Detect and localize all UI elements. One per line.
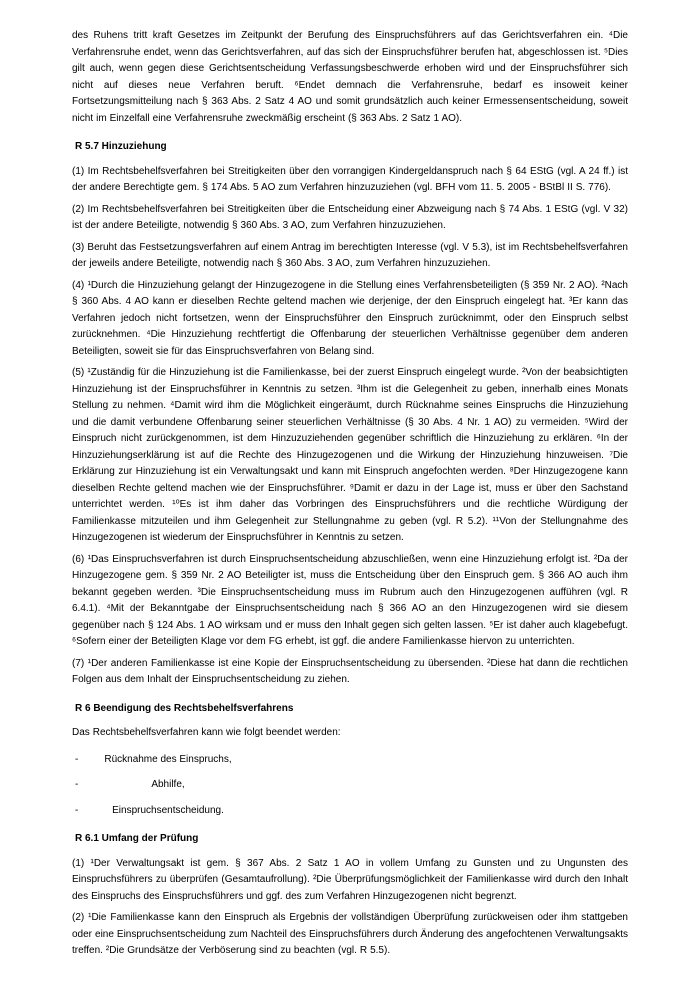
list-dash-marker: - [75, 753, 79, 765]
termination-options-list [72, 752, 628, 820]
paragraph-r5-7-abs5: (5) ¹Zuständig für die Hinzuziehung ist die Familienkasse, bei der zuerst Einspruch eingelegt wurde. ²Von der beabsichtigten Hinzuziehung ist der Einspruchsführer in Kenntnis zu setzen. ³Ihm ist die Gelegenheit zu geben, innerhalb eines Monats Stellung zu nehmen. ⁴Damit wird ihm die Möglichkeit eingeräumt, durch Rücknahme seines Einspruchs die Hinzuziehung und die damit verbundene Offenbarung seiner steuerlichen Verhältnisse (§ 30 Abs. 4 Nr. 1 AO) zu vermeiden. ⁵Wird der Einspruch nicht zurückgenommen, ist dem Hinzuzuziehenden gegenüber schriftlich die Hinzuziehung zu erklären. ⁶In der Hinzuziehungserklärung ist auf die Rechte des Hinzugezogenen und die Wirkung der Hinzuziehung hinzuweisen. ⁷Die Erklärung zur Hinzuziehung ist ein Verwaltungsakt und kann mit Einspruch angefochten werden. ⁸Der Hinzugezogene kann dieselben Rechte geltend machen wie der Einspruchsführer. ⁹Damit er dazu in der Lage ist, muss er über den Sachstand unterrichtet werden. ¹⁰Es ist ihm daher das Vorbringen des Einspruchsführers und die rechtliche Würdigung der Familienkasse mitzuteilen und ihm Gelegenheit zur Stellungnahme zu geben (vgl. R 5.2). ¹¹Von der Stellungnahme des Hinzugezogenen ist wiederum der Einspruchsführer in Kenntnis zu setzen. [72, 367, 628, 543]
list-item [72, 752, 628, 769]
paragraph-r5-7-abs3: (3) Beruht das Festsetzungsverfahren auf einem Antrag im berechtigten Interesse (vgl. V 5.3), ist im Rechtsbehelfsverfahren der jeweils andere Beteiligte, notwendig nach § 360 Abs. 3 AO, zum Verfahren hinzuzuziehen. [72, 241, 628, 269]
paragraph-r6-1-abs1: (1) ¹Der Verwaltungsakt ist gem. § 367 Abs. 2 Satz 1 AO in vollem Umfang zu Gunsten und zu Ungunsten des Einspruchsführers zu überprüfen (Gesamtaufrollung). ²Die Überprüfungsmöglichkeit der Familienkasse wird durch den Inhalt des Einspruchs des Einspruchsführers und ggf. des zum Verfahren Hinzugezogenen nicht begrenzt. [72, 857, 628, 902]
list-item [72, 777, 628, 794]
section-heading-r6-1: R 6.1 Umfang der Prüfung [75, 833, 199, 844]
paragraph-r5-7-abs7: (7) ¹Der anderen Familienkasse ist eine Kopie der Einspruchsentscheidung zu übersenden. ²Diese hat dann die rechtlichen Folgen aus dem Inhalt der Einspruchsentscheidung zu ziehen. [72, 657, 628, 685]
paragraph-verfahrensruhe-continuation: des Ruhens tritt kraft Gesetzes im Zeitpunkt der Berufung des Einspruchsführers auf das Gerichtsverfahren ein. ⁴Die Verfahrensruhe endet, wenn das Gerichtsverfahren, auf das sich der Einspruchsführer berufen hat, abgeschlossen ist. ⁵Dies gilt auch, wenn gegen diese Gerichtsentscheidung Verfassungsbeschwerde erhoben wird und der Einspruchsführer sich nicht auf dieses neue Verfahren beruft. ⁶Endet demnach die Verfahrensruhe, bedarf es insoweit keiner Fortsetzungsmitteilung nach § 363 Abs. 2 Satz 4 AO und somit grundsätzlich auch keiner Ermessensentscheidung, soweit nicht im Einzelfall eine Verfahrensruhe zweckmäßig erscheint (§ 363 Abs. 2 Satz 1 AO). [72, 30, 628, 124]
section-heading-r6: R 6 Beendigung des Rechtsbehelfsverfahrens [75, 702, 294, 714]
list-dash-marker: - [75, 779, 79, 790]
paragraph-r5-7-abs6: (6) ¹Das Einspruchsverfahren ist durch Einspruchsentscheidung abzuschließen, wenn eine Hinzuziehung erfolgt ist. ²Da der Hinzugezogene gem. § 359 Nr. 2 AO Beteiligter ist, muss die Entscheidung über den Einspruch gem. § 366 AO auch ihm bekannt gegeben werden. ³Die Einspruchsentscheidung muss im Rubrum auch den Hinzugezogenen aufführen (vgl. R 6.4.1). ⁴Mit der Bekanntgabe der Einspruchsentscheidung nach § 366 AO an den Hinzugezogenen wird sie diesem gegenüber nach § 124 Abs. 1 AO wirksam und er muss den Inhalt gegen sich gelten lassen. ⁵Er ist daher auch klagebefugt. ⁶Sofern einer der Beteiligten Klage vor dem FG erhebt, ist ggf. die andere Familienkasse hiervon zu unterrichten. [72, 553, 628, 647]
paragraph-r5-7-abs1: (1) Im Rechtsbehelfsverfahren bei Streitigkeiten über den vorrangigen Kindergeldanspruch nach § 64 EStG (vgl. A 24 ff.) ist der andere Berechtigte gem. § 174 Abs. 5 AO zum Verfahren hinzuzuziehen (vgl. BFH vom 11. 5. 2005 - BStBl II S. 776). [72, 165, 628, 193]
paragraph-r6-1-abs2: (2) ¹Die Familienkasse kann den Einspruch als Ergebnis der vollständigen Überprüfung zurückweisen oder ihm stattgeben oder eine Einspruchsentscheidung zum Nachteil des Einspruchsführers durch Änderung des angefochtenen Verwaltungsakts treffen. ²Die Grundsätze der Verböserung sind zu beachten (vgl. R 5.5). [72, 912, 628, 956]
paragraph-r5-7-abs4: (4) ¹Durch die Hinzuziehung gelangt der Hinzugezogene in die Stellung eines Verfahrensbeteiligten (§ 359 Nr. 2 AO). ²Nach § 360 Abs. 4 AO kann er dieselben Rechte geltend machen wie derjenige, der den Einspruch eingelegt hat. ³Er kann das Verfahren jedoch nicht fortsetzen, wenn der Einspruchsführer den Einspruch zurücknimmt, oder den Einspruch selbst zurücknehmen. ⁴Die Hinzuziehung rechtfertigt die Offenbarung der steuerlichen Verhältnisse gegenüber dem anderen Beteiligten, soweit sie für das Einspruchsverfahren von Belang sind. [72, 279, 628, 357]
list-item [72, 803, 628, 820]
list-dash-marker: - [75, 804, 79, 816]
list-item-label: Abhilfe, [151, 779, 185, 790]
section-heading-r5-7: R 5.7 Hinzuziehung [75, 141, 167, 152]
paragraph-r6-intro: Das Rechtsbehelfsverfahren kann wie folgt beendet werden: [72, 727, 341, 738]
paragraph-r5-7-abs2: (2) Im Rechtsbehelfsverfahren bei Streitigkeiten über die Entscheidung einer Abzweigung nach § 74 Abs. 1 EStG (vgl. V 32) ist der andere Beteiligte, notwendig § 360 Abs. 3 AO, zum Verfahren hinzuzuziehen. [72, 203, 628, 231]
list-item-label: Einspruchsentscheidung. [112, 804, 224, 816]
list-item-label: Rücknahme des Einspruchs, [104, 753, 232, 765]
